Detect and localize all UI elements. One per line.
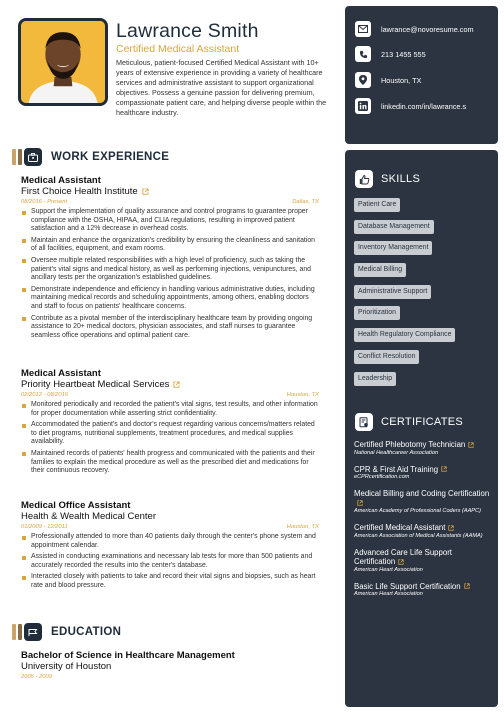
certificate-name: CPR & First Aid Training: [354, 464, 439, 474]
job-entry: [21, 368, 319, 479]
list-item: Oversee multiple related responsibilities with a high level of proficiency, such as taking the patient's vital signs and medical history, as well as performing injections, venipunctures, and ancillary tests per the organization's established guidelines.: [21, 257, 319, 283]
job-location: Dallas, TX: [292, 199, 319, 205]
education-dates: 2005 - 2009: [21, 674, 52, 680]
candidate-role: Certified Medical Assistant: [116, 43, 240, 55]
external-link-icon[interactable]: [357, 500, 363, 506]
list-item: Support the implementation of quality assurance and control programs to guarantee proper compliance with the OSHA, HIPAA, and CLIA regulations, resulting in improved patient satisfaction and a 12% decrease in overhead costs.: [21, 208, 319, 234]
certificate-name: Certified Phlebotomy Technician: [354, 440, 466, 449]
external-link-icon[interactable]: [464, 583, 470, 589]
skill-chip: Leadership: [354, 372, 396, 386]
briefcase-icon: [24, 148, 42, 166]
degree: Bachelor of Science in Healthcare Management: [21, 650, 235, 661]
skills-header: [355, 170, 420, 188]
certificate-name: Medical Billing and Coding Certification: [354, 489, 490, 498]
job-title: Medical Assistant: [21, 368, 101, 379]
external-link-icon[interactable]: [173, 381, 180, 388]
profile-summary: Meticulous, patient-focused Certified Medical Assistant with 10+ years of extensive experience in providing a variety of healthcare services and administrative assistant to support organizational objectives. Possess a genuine passion for delivering premium, compassionate patient care, and helping diverse people within the healthcare industry.: [116, 58, 327, 117]
skills-list: [354, 198, 494, 393]
linkedin-icon: [355, 98, 371, 114]
job-company[interactable]: [21, 186, 319, 197]
list-item: Accommodated the patient's and doctor's request regarding various concerns/matters related to diet programs, nutritional supplements, treatment procedures, and medical supplies availability.: [21, 421, 319, 447]
section-title: CERTIFICATES: [381, 416, 464, 428]
external-link-icon[interactable]: [468, 442, 474, 448]
job-location: Houston, TX: [286, 524, 319, 530]
skill-chip: Medical Billing: [354, 263, 406, 277]
company-name: Priority Heartbeat Medical Services: [21, 379, 170, 390]
section-title: WORK EXPERIENCE: [51, 151, 170, 163]
job-title: Medical Office Assistant: [21, 500, 131, 511]
contact-phone[interactable]: [355, 46, 426, 62]
skill-chip: Administrative Support: [354, 285, 431, 299]
skill-chip: Health Regulatory Compliance: [354, 328, 455, 342]
job-entry: [21, 175, 319, 343]
external-link-icon[interactable]: [398, 559, 404, 565]
certificate-entry[interactable]: [354, 548, 494, 574]
certificate-issuer: eCPRcertification.com: [354, 474, 410, 480]
job-company[interactable]: [21, 379, 319, 390]
profile-photo: [18, 18, 108, 106]
certificate-icon: [355, 413, 373, 431]
list-item: Interacted closely with patients to take and record their vital signs and biopsies, such as heart rate and blood pressure.: [21, 573, 319, 590]
list-item: Demonstrate independence and efficiency in handling various administrative duties, including maintaining medical records and scheduling appointments, among others, enabling doctors and staff to focus on patients' healthcare concerns.: [21, 286, 319, 312]
skill-chip: Patient Care: [354, 198, 400, 212]
skill-chip: Prioritization: [354, 306, 400, 320]
certificate-issuer: National Healthcareer Association: [354, 449, 439, 456]
skill-chip: Inventory Management: [354, 241, 432, 255]
external-link-icon[interactable]: [142, 188, 149, 195]
list-item: Maintained records of patients' health progress and communicated with the patients and their families to explain the medical procedure as well as the prescribed diet and medications for their continuous recovery.: [21, 450, 319, 476]
location-text: Houston, TX: [381, 75, 422, 85]
email-text: lawrance@novoresume.com: [381, 24, 474, 34]
job-bullets: [21, 208, 319, 340]
list-item: Contribute as a pivotal member of the interdisciplinary healthcare team by providing ongoing assistance to 20+ medical doctors, physician associates, and staff nurses to guarantee seamless office operations and optimal patient care.: [21, 315, 319, 341]
certificate-entry[interactable]: [354, 489, 494, 515]
list-item: Maintain and enhance the organization's credibility by ensuring the cleanliness and sanitation of all facilities, equipment, and exam rooms.: [21, 237, 319, 254]
contact-linkedin[interactable]: [355, 98, 466, 114]
certificate-issuer: American Heart Association: [354, 566, 423, 573]
phone-text: 213 1455 555: [381, 49, 426, 59]
job-entry: [21, 500, 319, 594]
graduation-cap-icon: [24, 623, 42, 641]
company-name: Health & Wealth Medical Center: [21, 511, 156, 522]
envelope-icon: [355, 21, 371, 37]
certificate-issuer: American Association of Medical Assistants (AAMA): [354, 532, 483, 539]
certificate-entry[interactable]: [354, 523, 494, 540]
list-item: Assisted in conducting examinations and necessary lab tests for more than 500 patients and accurately recorded the results into the center's database.: [21, 553, 319, 570]
linkedin-text: linkedin.com/in/lawrance.s: [381, 101, 467, 111]
job-dates: 02/2012 - 08/2016: [21, 392, 69, 398]
candidate-name: Lawrance Smith: [116, 20, 259, 42]
work-experience-header: [12, 148, 169, 166]
school: University of Houston: [21, 661, 112, 672]
job-bullets: [21, 533, 319, 591]
certificate-name: Basic Life Support Certification: [354, 581, 461, 591]
contact-location: [355, 72, 421, 88]
company-name: First Choice Health Institute: [21, 186, 138, 197]
job-bullets: [21, 401, 319, 476]
job-meta: [21, 524, 319, 531]
education-header: [12, 623, 121, 641]
job-dates: 01/2009 - 12/2011: [21, 524, 68, 530]
job-title: Medical Assistant: [21, 175, 101, 186]
external-link-icon[interactable]: [448, 525, 454, 531]
certificate-entry[interactable]: [354, 440, 494, 457]
section-title: SKILLS: [381, 173, 421, 185]
avatar: [21, 21, 105, 103]
list-item: Monitored periodically and recorded the patient's vital signs, test results, and other information for proper documentation while asserting strict confidentiality.: [21, 401, 319, 418]
certificate-issuer: American Heart Association: [354, 591, 423, 597]
job-dates: 08/2016 - Present: [21, 199, 68, 205]
certificate-entry[interactable]: [354, 582, 494, 599]
map-pin-icon: [355, 72, 371, 88]
section-title: EDUCATION: [51, 626, 122, 638]
certificate-name: Certified Medical Assistant: [354, 523, 446, 532]
education-entry: [21, 650, 319, 680]
list-item: Professionally attended to more than 40 patients daily through the center's phone system and appointment calendar.: [21, 533, 319, 550]
certificates-list: [354, 440, 494, 606]
certificate-name: Advanced Care Life Support Certification: [354, 547, 452, 566]
job-company: [21, 511, 319, 522]
certificate-issuer: American Academy of Professional Coders (AAPC): [354, 508, 481, 514]
skills-icon: [355, 170, 373, 188]
job-meta: [21, 392, 319, 399]
job-meta: [21, 199, 319, 206]
skill-chip: Conflict Resolution: [354, 350, 419, 364]
job-location: Houston, TX: [286, 392, 319, 398]
skill-chip: Database Management: [354, 220, 434, 234]
external-link-icon[interactable]: [441, 466, 447, 472]
certificate-entry[interactable]: [354, 465, 494, 482]
phone-icon: [355, 46, 371, 62]
contact-email[interactable]: [355, 21, 474, 37]
certificates-header: [355, 413, 463, 431]
